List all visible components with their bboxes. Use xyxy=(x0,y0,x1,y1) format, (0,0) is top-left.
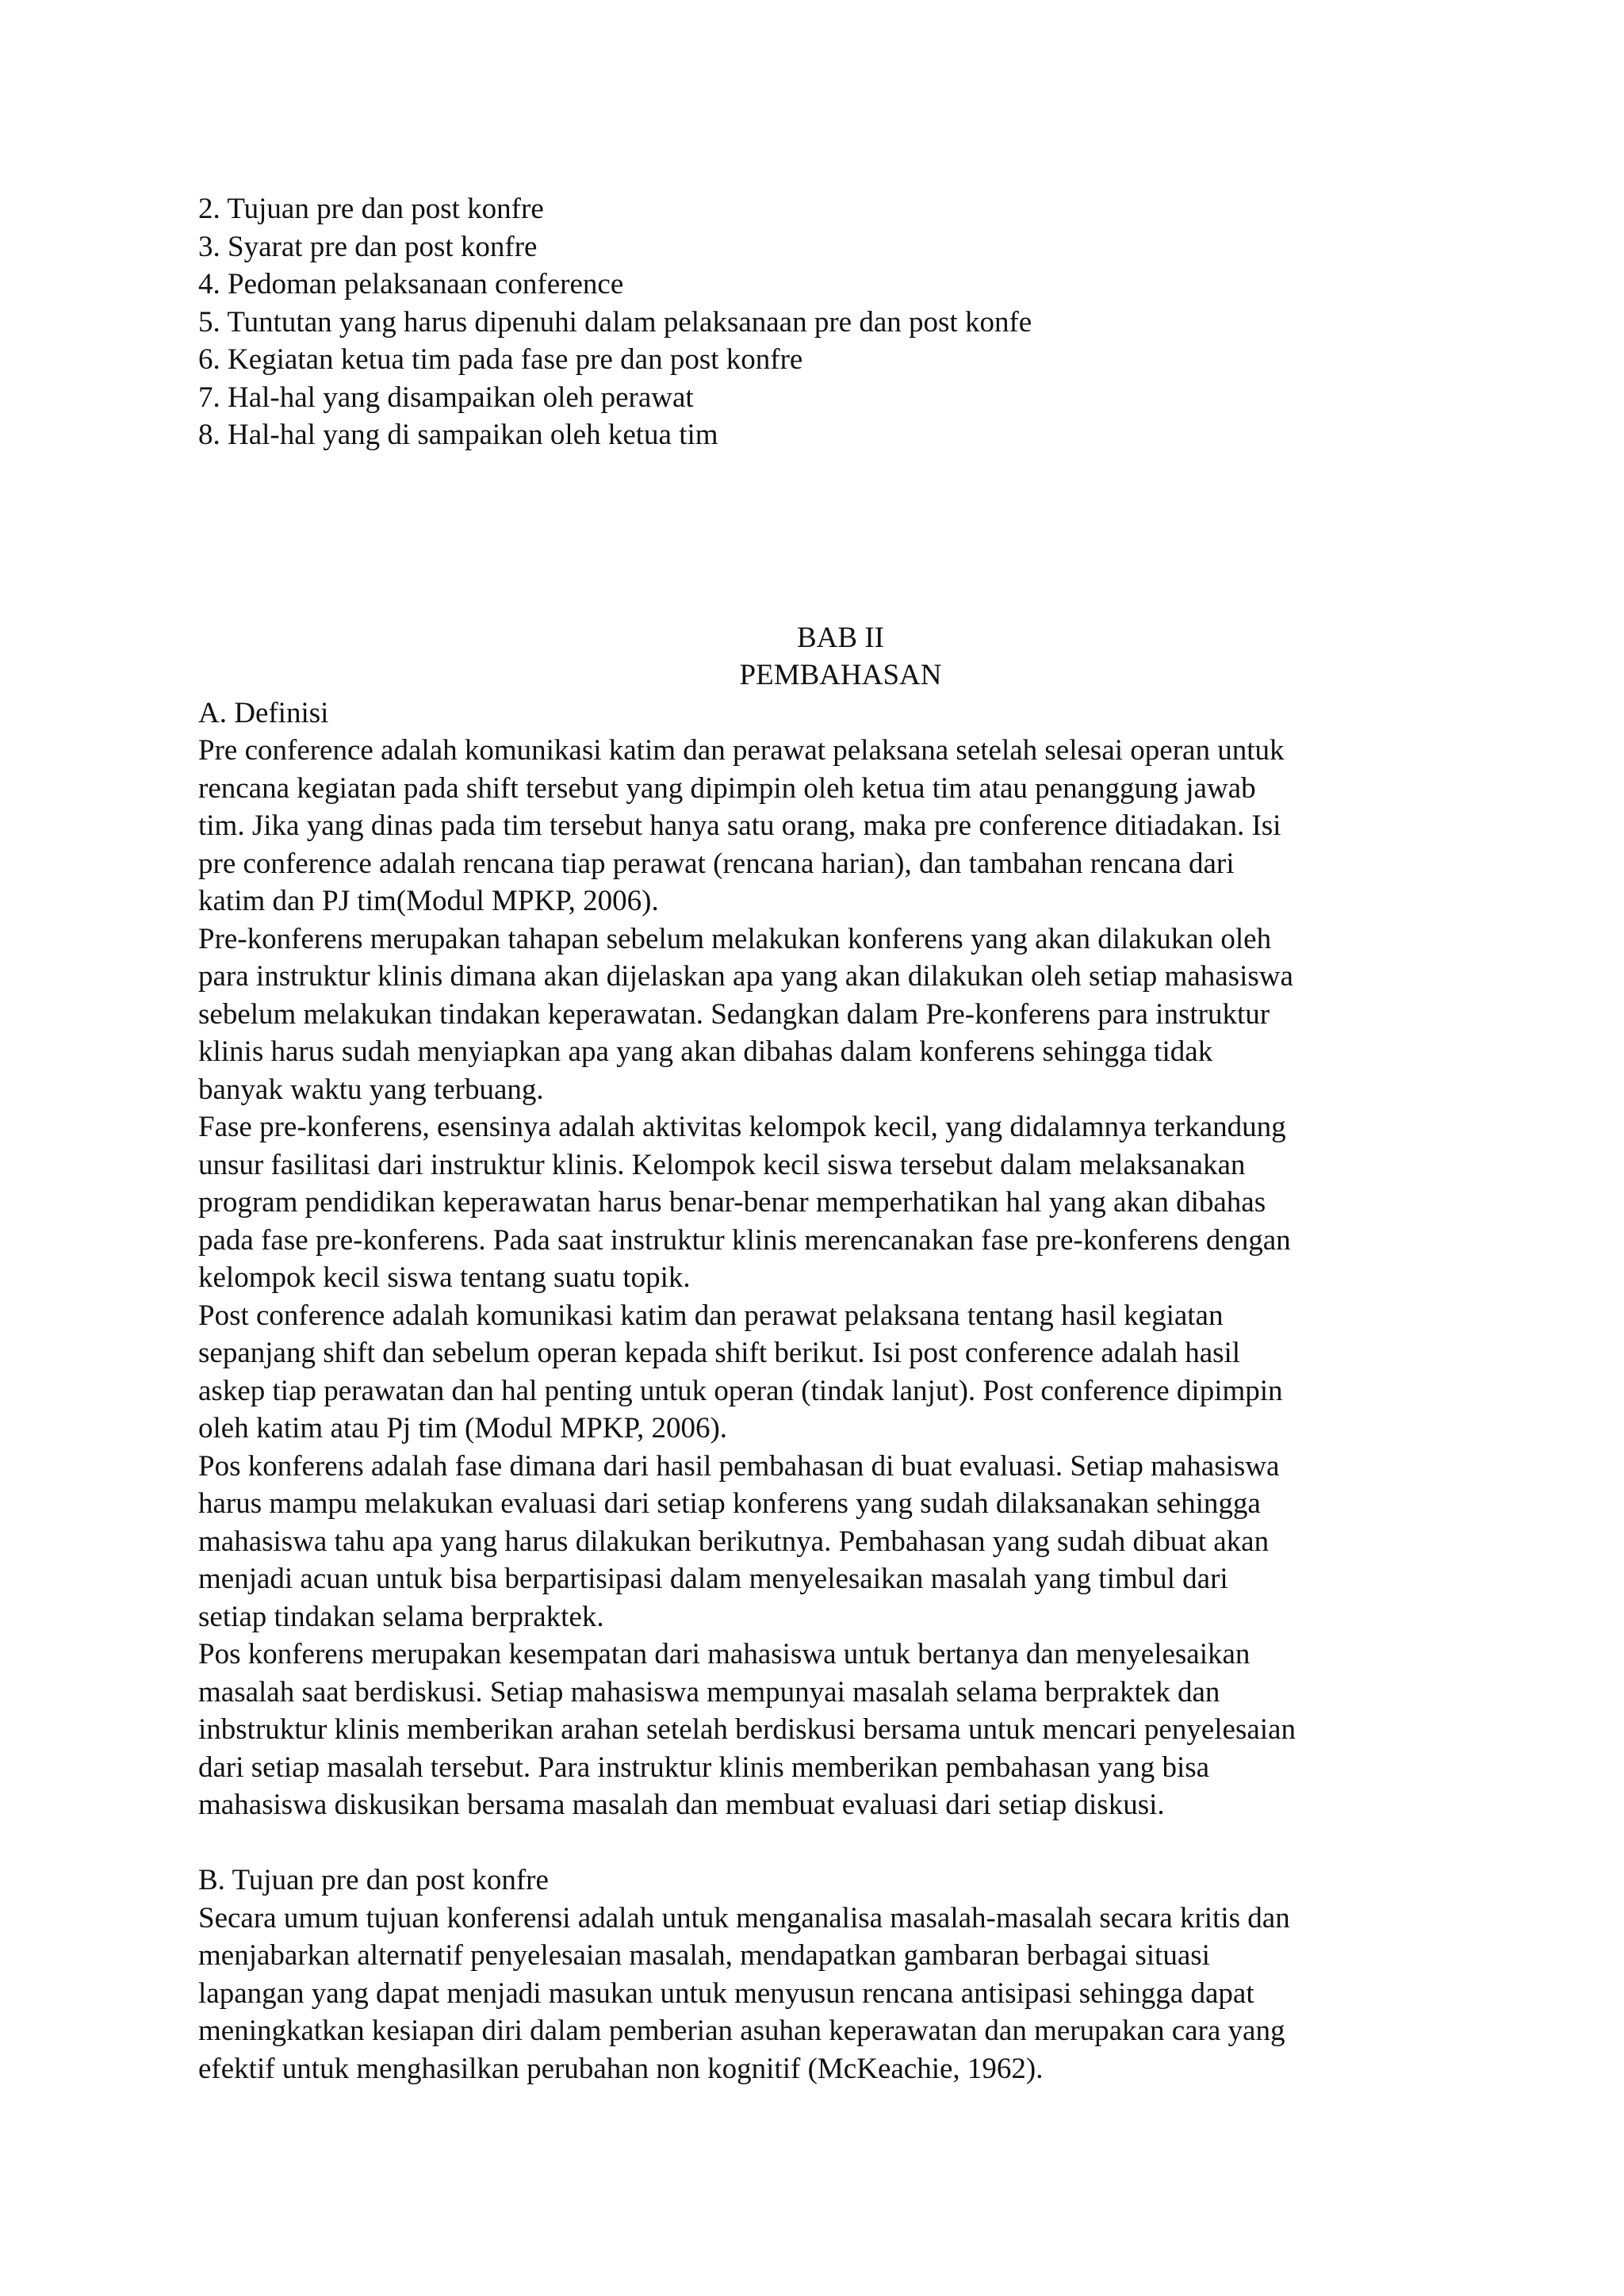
text-line: banyak waktu yang terbuang. xyxy=(198,1073,544,1106)
text-line: menjabarkan alternatif penyelesaian masalah, mendapatkan gambaran berbagai situasi xyxy=(198,1939,1210,1972)
text-line: pre conference adalah rencana tiap perawat (rencana harian), dan tambahan rencana dari xyxy=(198,847,1235,880)
text-line: mahasiswa tahu apa yang harus dilakukan berikutnya. Pembahasan yang sudah dibuat akan xyxy=(198,1525,1270,1558)
paragraph xyxy=(198,1900,1435,2088)
text-line: lapangan yang dapat menjadi masukan untuk menyusun rencana antisipasi sehingga dapat xyxy=(198,1976,1254,2010)
paragraph xyxy=(198,1636,1435,1824)
paragraph xyxy=(198,1448,1435,1636)
text-line: harus mampu melakukan evaluasi dari setiap konferens yang sudah dilaksanakan sehingga xyxy=(198,1487,1261,1520)
list-item: 2. Tujuan pre dan post konfre xyxy=(198,193,544,225)
text-line: efektif untuk menghasilkan perubahan non kognitif (McKeachie, 1962). xyxy=(198,2052,1044,2085)
text-line: para instruktur klinis dimana akan dijelaskan apa yang akan dilakukan oleh setiap mahasiswa xyxy=(198,960,1293,993)
text-line: setiap tindakan selama berpraktek. xyxy=(198,1600,604,1633)
chapter-number: BAB II xyxy=(797,621,884,654)
text-line: unsur fasilitasi dari instruktur klinis. Kelompok kecil siswa tersebut dalam melaksanakan xyxy=(198,1148,1246,1181)
text-line: Pos konferens merupakan kesempatan dari mahasiswa untuk bertanya dan menyelesaikan xyxy=(198,1638,1251,1670)
section-b xyxy=(198,1862,1435,2087)
text-line: askep tiap perawatan dan hal penting untuk operan (tindak lanjut). Post conference dipimpin xyxy=(198,1374,1283,1407)
list-item: 5. Tuntutan yang harus dipenuhi dalam pelaksanaan pre dan post konfe xyxy=(198,305,1032,339)
text-line: meningkatkan kesiapan diri dalam pemberian asuhan keperawatan dan merupakan cara yang xyxy=(198,2015,1285,2047)
text-line: pada fase pre-konferens. Pada saat instruktur klinis merencanakan fase pre-konferens dengan xyxy=(198,1223,1291,1257)
section-heading: B. Tujuan pre dan post konfre xyxy=(198,1864,549,1896)
text-line: Post conference adalah komunikasi katim dan perawat pelaksana tentang hasil kegiatan xyxy=(198,1299,1224,1332)
paragraph xyxy=(198,1297,1435,1448)
text-line: tim. Jika yang dinas pada tim tersebut hanya satu orang, maka pre conference ditiadakan. Isi xyxy=(198,809,1281,842)
text-line: masalah saat berdiskusi. Setiap mahasiswa mempunyai masalah selama berpraktek dan xyxy=(198,1675,1220,1709)
text-line: katim dan PJ tim(Modul MPKP, 2006). xyxy=(198,885,659,917)
text-line: klinis harus sudah menyiapkan apa yang akan dibahas dalam konferens sehingga tidak xyxy=(198,1035,1213,1068)
text-line: Secara umum tujuan konferensi adalah untuk menganalisa masalah-masalah secara kritis dan xyxy=(198,1901,1290,1934)
section-heading: A. Definisi xyxy=(198,696,329,729)
chapter-heading xyxy=(198,619,1435,695)
section-a xyxy=(198,695,1435,1824)
list-item: 8. Hal-hal yang di sampaikan oleh ketua tim xyxy=(198,419,718,451)
text-line: program pendidikan keperawatan harus benar-benar memperhatikan hal yang akan dibahas xyxy=(198,1186,1266,1219)
text-line: sebelum melakukan tindakan keperawatan. Sedangkan dalam Pre-konferens para instruktur xyxy=(198,997,1270,1031)
list-item: 4. Pedoman pelaksanaan conference xyxy=(198,268,624,300)
text-line: Pre-konferens merupakan tahapan sebelum melakukan konferens yang akan dilakukan oleh xyxy=(198,922,1272,955)
list-item: 7. Hal-hal yang disampaikan oleh perawat xyxy=(198,381,694,414)
text-line: Pos konferens adalah fase dimana dari hasil pembahasan di buat evaluasi. Setiap mahasiswa xyxy=(198,1449,1280,1483)
text-line: mahasiswa diskusikan bersama masalah dan membuat evaluasi dari setiap diskusi. xyxy=(198,1789,1165,1821)
list-item: 3. Syarat pre dan post konfre xyxy=(198,230,538,263)
paragraph-spacer xyxy=(198,1824,1435,1862)
paragraph xyxy=(198,732,1435,920)
text-line: Pre conference adalah komunikasi katim dan perawat pelaksana setelah selesai operan untuk xyxy=(198,734,1285,767)
text-line: kelompok kecil siswa tentang suatu topik. xyxy=(198,1261,691,1294)
text-line: dari setiap masalah tersebut. Para instruktur klinis memberikan pembahasan yang bisa xyxy=(198,1751,1210,1784)
chapter-title: PEMBAHASAN xyxy=(739,659,942,691)
text-line: rencana kegiatan pada shift tersebut yang dipimpin oleh ketua tim atau penanggung jawab xyxy=(198,771,1256,805)
text-line: inbstruktur klinis memberikan arahan setelah berdiskusi bersama untuk mencari penyelesaian xyxy=(198,1713,1296,1746)
text-line: oleh katim atau Pj tim (Modul MPKP, 2006). xyxy=(198,1412,728,1445)
text-line: Fase pre-konferens, esensinya adalah aktivitas kelompok kecil, yang didalamnya terkandung xyxy=(198,1111,1286,1143)
text-line: sepanjang shift dan sebelum operan kepada shift berikut. Isi post conference adalah hasil xyxy=(198,1337,1241,1369)
paragraph xyxy=(198,920,1435,1109)
outline-list xyxy=(198,190,1435,454)
document-content xyxy=(198,190,1435,2087)
text-line: menjadi acuan untuk bisa berpartisipasi dalam menyelesaikan masalah yang timbul dari xyxy=(198,1563,1228,1595)
paragraph xyxy=(198,1108,1435,1297)
list-item: 6. Kegiatan ketua tim pada fase pre dan post konfre xyxy=(198,343,803,376)
